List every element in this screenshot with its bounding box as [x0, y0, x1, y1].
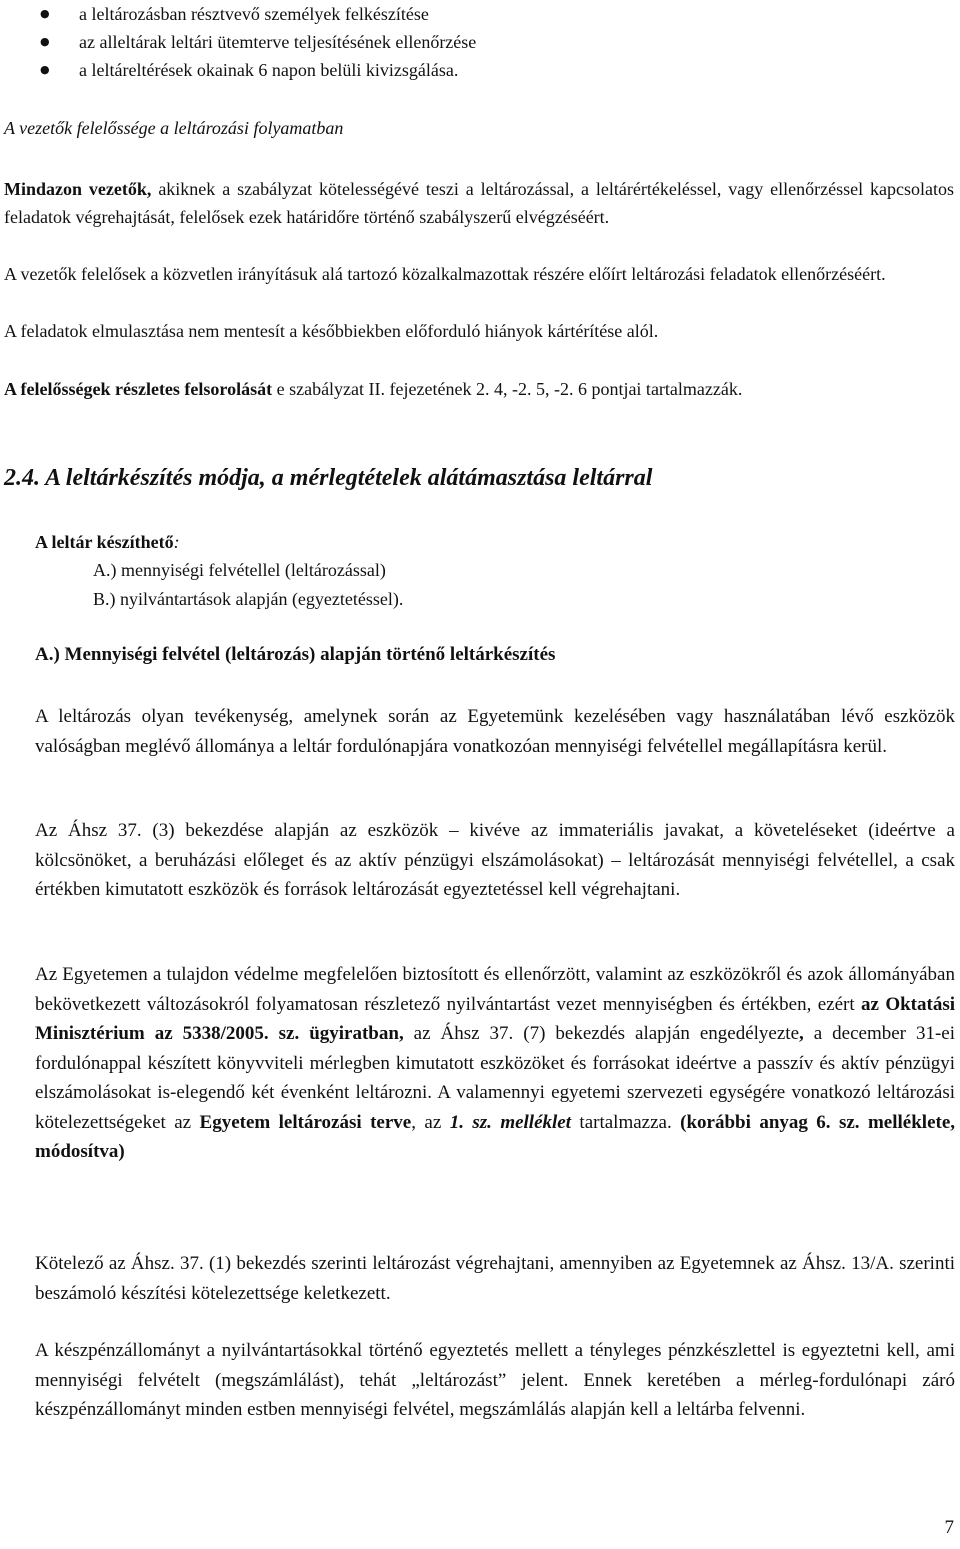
colon: : [173, 532, 180, 552]
page-number: 7 [944, 1517, 954, 1538]
paragraph-cash: A készpénzállományt a nyilvántartásokkal történő egyeztetés mellett a tényleges pénzkészlettel is egyeztetni kell, ami mennyiségi felvételt (megszámlálást), tehát „leltározást” jelent. Ennek keretében a mérleg-fordulónapi záró készpénzállományt minden estben mennyiségi felvétel, megszámlálás alapján kell a leltárba felvenni. [35, 1340, 955, 1420]
paragraph-university [35, 960, 955, 1167]
leltar-label [35, 528, 180, 556]
text: az Áhsz 37. (7) bekezdés alapján engedélyezte [403, 1023, 800, 1044]
bold-text: (korábbi anyag 6. sz. melléklete, módosítva) [35, 1111, 956, 1162]
subheading: A.) Mennyiségi felvétel (leltározás) alapján történő leltárkészítés [35, 644, 556, 665]
text: a december 31-ei fordulónappal készített könyvviteli mérlegben kimutatott eszközöket és forrásokat ideértve a passzív és aktív pénzügyi elszámolásokat is-elegendő két évenként leltározni. A valamennyi egyetemi szervezeti egységére vonatkozó leltározási kötelezettségeket az [35, 1023, 956, 1133]
paragraph-list-ref [4, 375, 954, 403]
bold-text: az Oktatási Minisztérium az 5338/2005. sz. ügyiratban, [35, 993, 955, 1044]
bullet-item: ● a leltáreltérések okainak 6 napon belüli kivizsgálása. [0, 56, 900, 84]
leltar-option-a: A.) mennyiségi felvétellel (leltározással) [93, 560, 386, 580]
bullet-item: ● az alleltárak leltári ütemterve teljesítésének ellenőrzése [0, 28, 900, 56]
bold-text: Egyetem leltározási terve [199, 1111, 412, 1133]
section-heading: A vezetők felelőssége a leltározási folyamatban [4, 118, 344, 138]
text: tartalmazza. [571, 1111, 681, 1133]
bullet-item: ● a leltározásban résztvevő személyek felkészítése [0, 0, 900, 28]
bold-text: Mindazon vezetők, [4, 179, 152, 199]
text: akiknek a szabályzat kötelességévé teszi a leltározással, a leltárértékeléssel, vagy ellenőrzéssel kapcsolatos feladatok végrehajtását, felelősek ezek határidőre történő szabályszerű elvégzéséért. [4, 179, 955, 227]
leltar-option-b: B.) nyilvántartások alapján (egyeztetéssel). [93, 589, 404, 609]
paragraph-ahsz-3: Az Áhsz 37. (3) bekezdése alapján az eszközök – kivéve az immateriális javakat, a követeléseket (ideértve a kölcsönöket, a beruházási előleget és az aktív pénzügyi elszámolásokat) – leltározását mennyiségi felvétellel, a csak értékben kimutatott eszközök és források leltározását egyeztetéssel kell végrehajtani. [35, 820, 955, 900]
paragraph-responsibility: A vezetők felelősek a közvetlen irányításuk alá tartozó közalkalmazottak részére előírt leltározási feladatok ellenőrzéséért. [4, 264, 886, 284]
paragraph-definition: A leltározás olyan tevékenység, amelynek során az Egyetemünk kezelésében vagy használatában lévő eszközök valóságban meglévő állománya a leltár fordulónapjára vonatkozóan mennyiségi felvétellel megállapításra kerül. [35, 706, 955, 757]
bold-text: A felelősségek részletes felsorolását [4, 379, 273, 399]
bold-text: A leltár készíthető [35, 532, 174, 552]
bullet-list [0, 0, 900, 84]
paragraph-omission: A feladatok elmulasztása nem mentesít a későbbiekben előforduló hiányok kártérítése alól. [4, 321, 659, 341]
paragraph-mandatory: Kötelező az Áhsz. 37. (1) bekezdés szerinti leltározást végrehajtani, amennyiben az Egyetemnek az Áhsz. 13/A. szerinti beszámoló készítési kötelezettsége keletkezett. [35, 1253, 955, 1304]
text: e szabályzat II. fejezetének 2. 4, -2. 5, -2. 6 pontjai tartalmazzák. [272, 379, 743, 399]
text: , az [411, 1111, 450, 1133]
section-number: 2.4. [4, 465, 40, 491]
bold-text: , [799, 1023, 804, 1044]
text: Az Egyetemen a tulajdon védelme megfelelően biztosított és ellenőrzött, valamint az eszközökről és azok állományában bekövetkezett változásokról folyamatosan részletező nyilvántartást vezet mennyiségben és értékben, ezért [35, 964, 955, 1015]
section-title-text: A leltárkészítés módja, a mérlegtételek alátámasztása leltárral [40, 465, 653, 491]
bold-italic-text: 1. sz. melléklet [449, 1111, 572, 1133]
paragraph-leaders [4, 175, 954, 231]
section-title [4, 465, 652, 492]
